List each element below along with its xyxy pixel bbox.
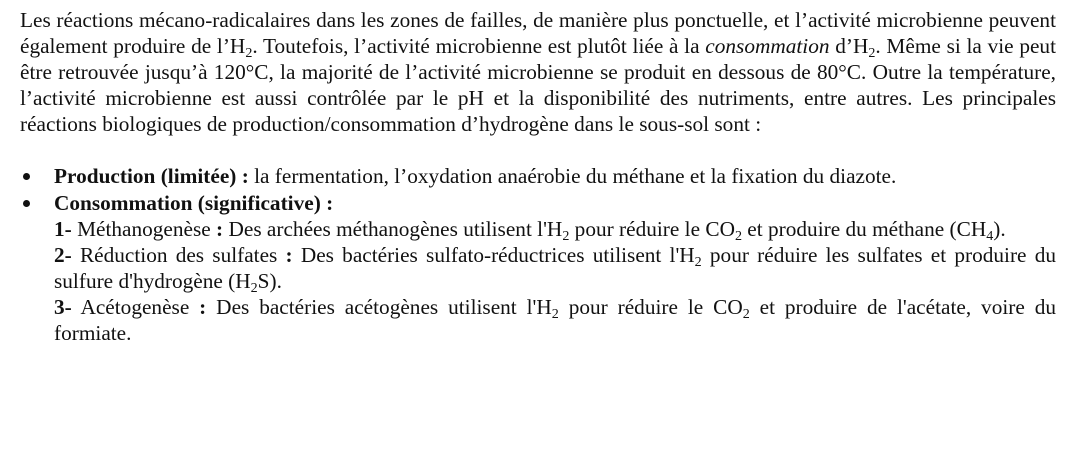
intro-paragraph (20, 7, 1056, 137)
item-text: S). (257, 268, 282, 293)
item-text: Des archées méthanogènes utilisent l'H (223, 216, 563, 241)
consumption-label: Consommation (significative) : (54, 190, 334, 215)
emphasis-consommation: consommation (705, 34, 830, 59)
subscript: 2 (551, 305, 559, 322)
item-text: pour réduire le CO (558, 294, 743, 319)
sub-item-reduction-sulfates (54, 242, 1056, 294)
subscript: 2 (868, 45, 876, 62)
item-title: Réduction des sulfates (71, 242, 278, 267)
bullet-consumption (20, 190, 1056, 347)
consumption-sub-list (54, 216, 1056, 346)
item-colon: : (277, 242, 293, 267)
subscript: 2 (250, 279, 258, 296)
reaction-bullet-list (20, 163, 1056, 346)
item-text: pour réduire les sulfates et produire du sulfure d'hydrogène (H (54, 242, 1056, 293)
sub-item-methanogenese (54, 216, 1056, 242)
subscript: 2 (742, 305, 750, 322)
item-colon: : (210, 216, 224, 241)
item-text: ). (993, 216, 1006, 241)
bullet-dot-icon (23, 200, 30, 207)
item-title: Méthanogenèse (71, 216, 211, 241)
intro-text-3: d’H (829, 34, 869, 59)
item-text: Des bactéries sulfato-réductrices utilisent l'H (292, 242, 695, 267)
item-text: et produire du méthane (CH (741, 216, 987, 241)
production-label: Production (limitée) : (54, 164, 249, 189)
subscript: 2 (562, 227, 570, 244)
production-text: la fermentation, l’oxydation anaérobie du méthane et la fixation du diazote. (248, 164, 897, 189)
item-title: Acétogenèse (71, 294, 190, 319)
item-text: pour réduire le CO (569, 216, 735, 241)
item-text: et produire de l'acétate, voire du formiate. (54, 294, 1056, 346)
intro-text-1: Les réactions mécano-radicalaires dans les zones de failles, de manière plus ponctuelle, et l’activité microbienne peuvent également produire de l’H (20, 8, 1056, 59)
item-text: Des bactéries acétogènes utilisent l'H (206, 294, 552, 319)
subscript: 2 (694, 253, 702, 270)
bullet-dot-icon (23, 173, 30, 180)
item-number: 3- (54, 294, 72, 319)
sub-item-acetogenese (54, 294, 1056, 346)
subscript: 2 (734, 227, 742, 244)
subscript: 2 (245, 45, 253, 62)
intro-text-2: . Toutefois, l’activité microbienne est plutôt liée à la (252, 34, 706, 59)
bullet-production (20, 163, 1056, 189)
item-number: 1- (54, 216, 72, 241)
subscript: 4 (986, 227, 994, 244)
item-colon: : (189, 294, 207, 319)
intro-text-4: . Même si la vie peut être retrouvée jusqu’à 120°C, la majorité de l’activité microbienne se produit en dessous de 80°C. Outre la température, l’activité microbienne est aussi contrôlée par le pH et la disponibilité des nutriments, entre autres. Les principales réactions biologiques de production/consommation d’hydrogène dans le sous-sol sont : (20, 34, 1056, 137)
document-page (20, 7, 1056, 346)
item-number: 2- (54, 242, 72, 267)
